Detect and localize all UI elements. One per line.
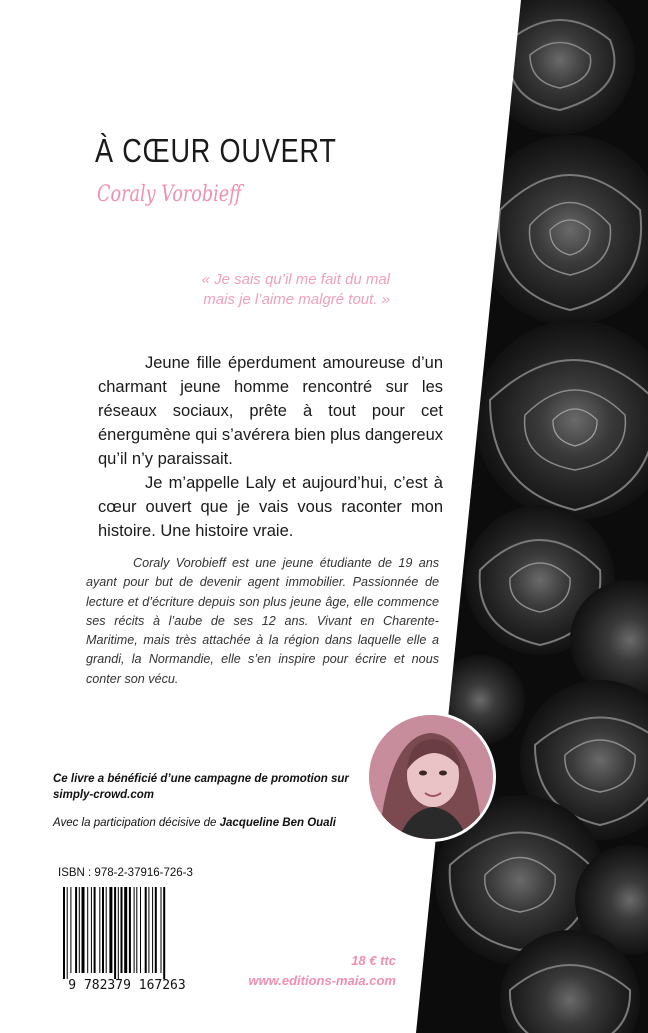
barcode-bar (134, 887, 135, 973)
barcode-bar (145, 887, 147, 973)
barcode-bar (106, 887, 107, 973)
barcode-bar (121, 887, 123, 973)
barcode-bar (140, 887, 141, 973)
barcode-bar (99, 887, 100, 973)
barcode-bar (63, 887, 65, 979)
participation-prefix: Avec la participation décisive de (53, 817, 217, 829)
barcode-bar (82, 887, 85, 973)
publisher-website: www.editions-maia.com (248, 973, 396, 988)
barcode-bar (118, 887, 119, 979)
barcode (57, 883, 197, 993)
barcode-bar (70, 887, 71, 973)
isbn: ISBN : 978-2-37916-726-3 (58, 867, 193, 879)
price: 18 € ttc (351, 953, 396, 968)
barcode-bar (148, 887, 149, 973)
barcode-bar (94, 887, 96, 973)
barcode-bar (114, 887, 116, 979)
participation-name: Jacqueline Ben Ouali (219, 817, 336, 829)
barcode-digits: 9 782379 167263 (68, 978, 186, 993)
synopsis (98, 351, 443, 543)
barcode-bar (75, 887, 77, 973)
author-portrait (366, 712, 496, 842)
barcode-bar (161, 887, 162, 973)
barcode-bar (67, 887, 68, 979)
quote-line-1: « Je sais qu’il me fait du mal (201, 271, 390, 288)
quote-line-2: mais je l’aime malgré tout. » (203, 291, 390, 308)
barcode-bar (79, 887, 80, 973)
barcode-bar (163, 887, 165, 979)
barcode-bar (155, 887, 157, 973)
barcode-bar (124, 887, 127, 973)
barcode-bar (102, 887, 104, 973)
barcode-bar (152, 887, 153, 973)
author-bio: Coraly Vorobieff est une jeune étudiante de 19 ans ayant pour but de devenir agent immobilier. Passionnée de lecture et d’écriture depuis son plus jeune âge, elle commence ses récits à l’aube de ses 12 ans. Vivant en Charente-Maritime, mais très attachée à la région dans laquelle elle a grandi, la Normandie, elle s’en inspire pour écrire et nous conter son vécu. (86, 556, 439, 686)
barcode-bar (87, 887, 88, 973)
author-name: Coraly Vorobieff (97, 182, 242, 207)
promotion-note: Ce livre a bénéficié d’une campagne de promotion sur simply-crowd.com (53, 773, 349, 801)
quote (150, 270, 390, 310)
synopsis-paragraph-1: Jeune fille éperdument amoureuse d’un charmant jeune homme rencontré sur les réseaux sociaux, prête à tout pour cet énergumène qui s’avérera bien plus dangereux qu’il n’y paraissait. (98, 354, 443, 468)
participation-note (53, 815, 353, 831)
barcode-bar (91, 887, 92, 973)
barcode-bar (109, 887, 112, 973)
synopsis-paragraph-2: Je m’appelle Laly et aujourd’hui, c’est à cœur ouvert que je vais vous raconter mon histoire. Une histoire vraie. (98, 474, 443, 540)
barcode-bar (129, 887, 131, 973)
book-title: À CŒUR OUVERT (95, 132, 337, 169)
barcode-bar (136, 887, 137, 973)
